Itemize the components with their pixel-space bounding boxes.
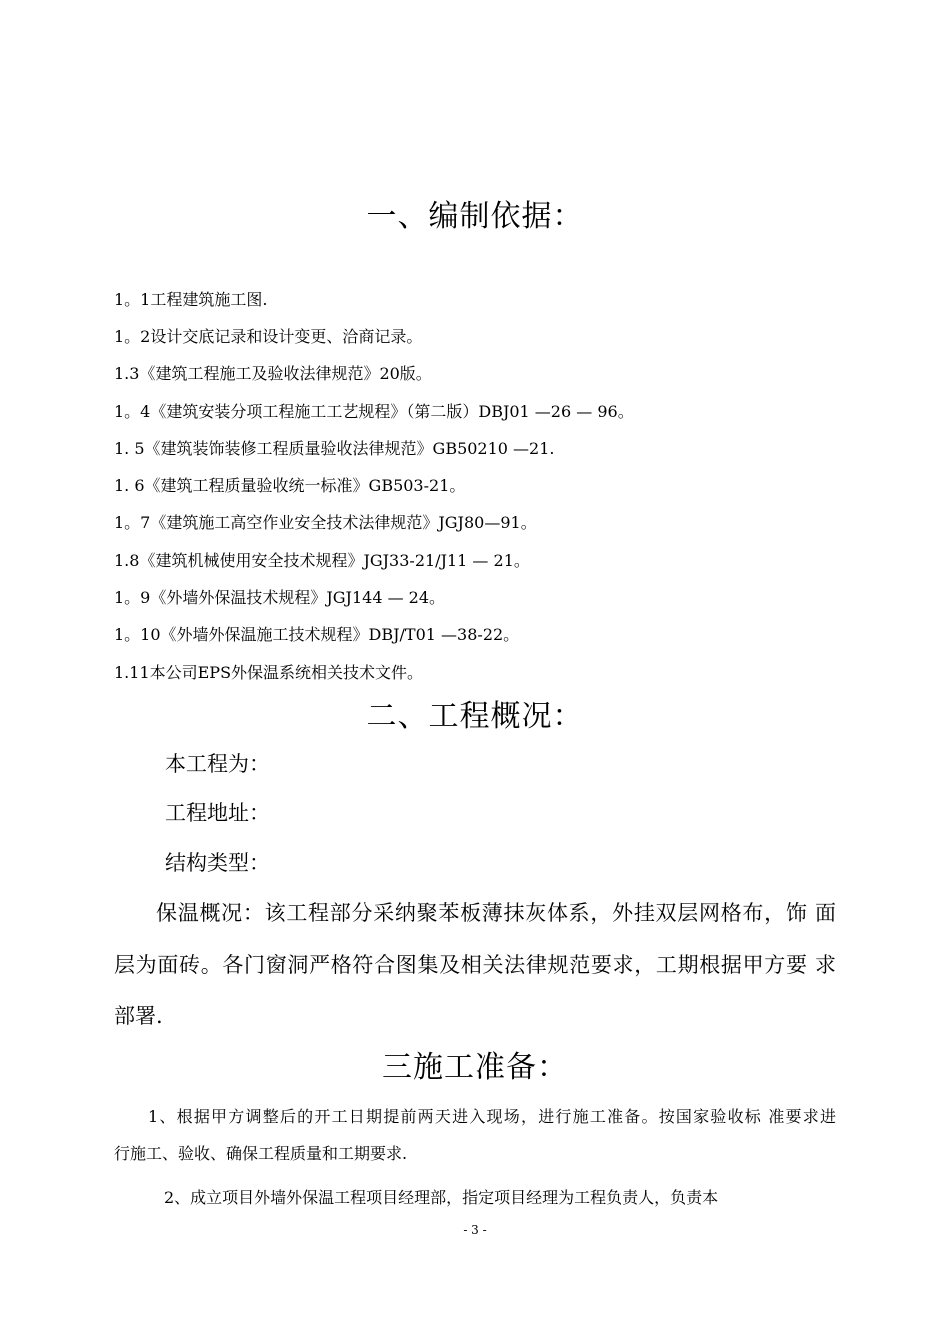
paragraph-line: 部署. — [114, 1004, 163, 1028]
reference-item: 1。9《外墙外保温技术规程》JGJ144 — 24。 — [114, 588, 446, 607]
paragraph-line: 保温概况：该工程部分采纳聚苯板薄抹灰体系，外挂双层网格布，饰 面 — [156, 901, 836, 925]
paragraph-line: 1、根据甲方调整后的开工日期提前两天进入现场，进行施工准备。按国家验收标 准要求进 — [148, 1107, 836, 1126]
paragraph-line: 层为面砖。各门窗洞严格符合图集及相关法律规范要求，工期根据甲方要 求 — [114, 953, 836, 977]
reference-item: 1。7《建筑施工高空作业安全技术法律规范》JGJ80—91。 — [114, 513, 537, 532]
section2-title: 二、工程概况： — [366, 699, 584, 734]
reference-item: 1.11本公司EPS外保温系统相关技术文件。 — [114, 663, 424, 682]
reference-item: 1.3《建筑工程施工及验收法律规范》20版。 — [114, 364, 432, 383]
reference-item: 1。4《建筑安装分项工程施工工艺规程》（第二版）DBJ01 —26 — 96。 — [114, 402, 634, 421]
reference-item: 1. 6《建筑工程质量验收统一标准》GB503-21。 — [114, 476, 466, 495]
structure-type-label: 结构类型： — [165, 851, 270, 875]
section3-title: 三施工准备： — [382, 1050, 568, 1085]
reference-item: 1. 5《建筑装饰装修工程质量验收法律规范》GB50210 —21. — [114, 439, 555, 458]
paragraph-line: 2、成立项目外墙外保温工程项目经理部，指定项目经理为工程负责人，负责本 — [164, 1188, 719, 1207]
page-number: - 3 - — [463, 1223, 487, 1237]
reference-item: 1。2设计交底记录和设计变更、洽商记录。 — [114, 327, 423, 346]
project-address-label: 工程地址： — [165, 801, 270, 825]
reference-item: 1.8《建筑机械使用安全技术规程》JGJ33-21/J11 — 21。 — [114, 551, 530, 570]
reference-item: 1。10《外墙外保温施工技术规程》DBJ/T01 —38-22。 — [114, 625, 520, 644]
paragraph-line: 行施工、验收、确保工程质量和工期要求. — [114, 1144, 408, 1163]
reference-item: 1。1工程建筑施工图. — [114, 290, 268, 309]
section1-title: 一、编制依据： — [366, 199, 584, 234]
project-name-label: 本工程为： — [165, 752, 270, 776]
